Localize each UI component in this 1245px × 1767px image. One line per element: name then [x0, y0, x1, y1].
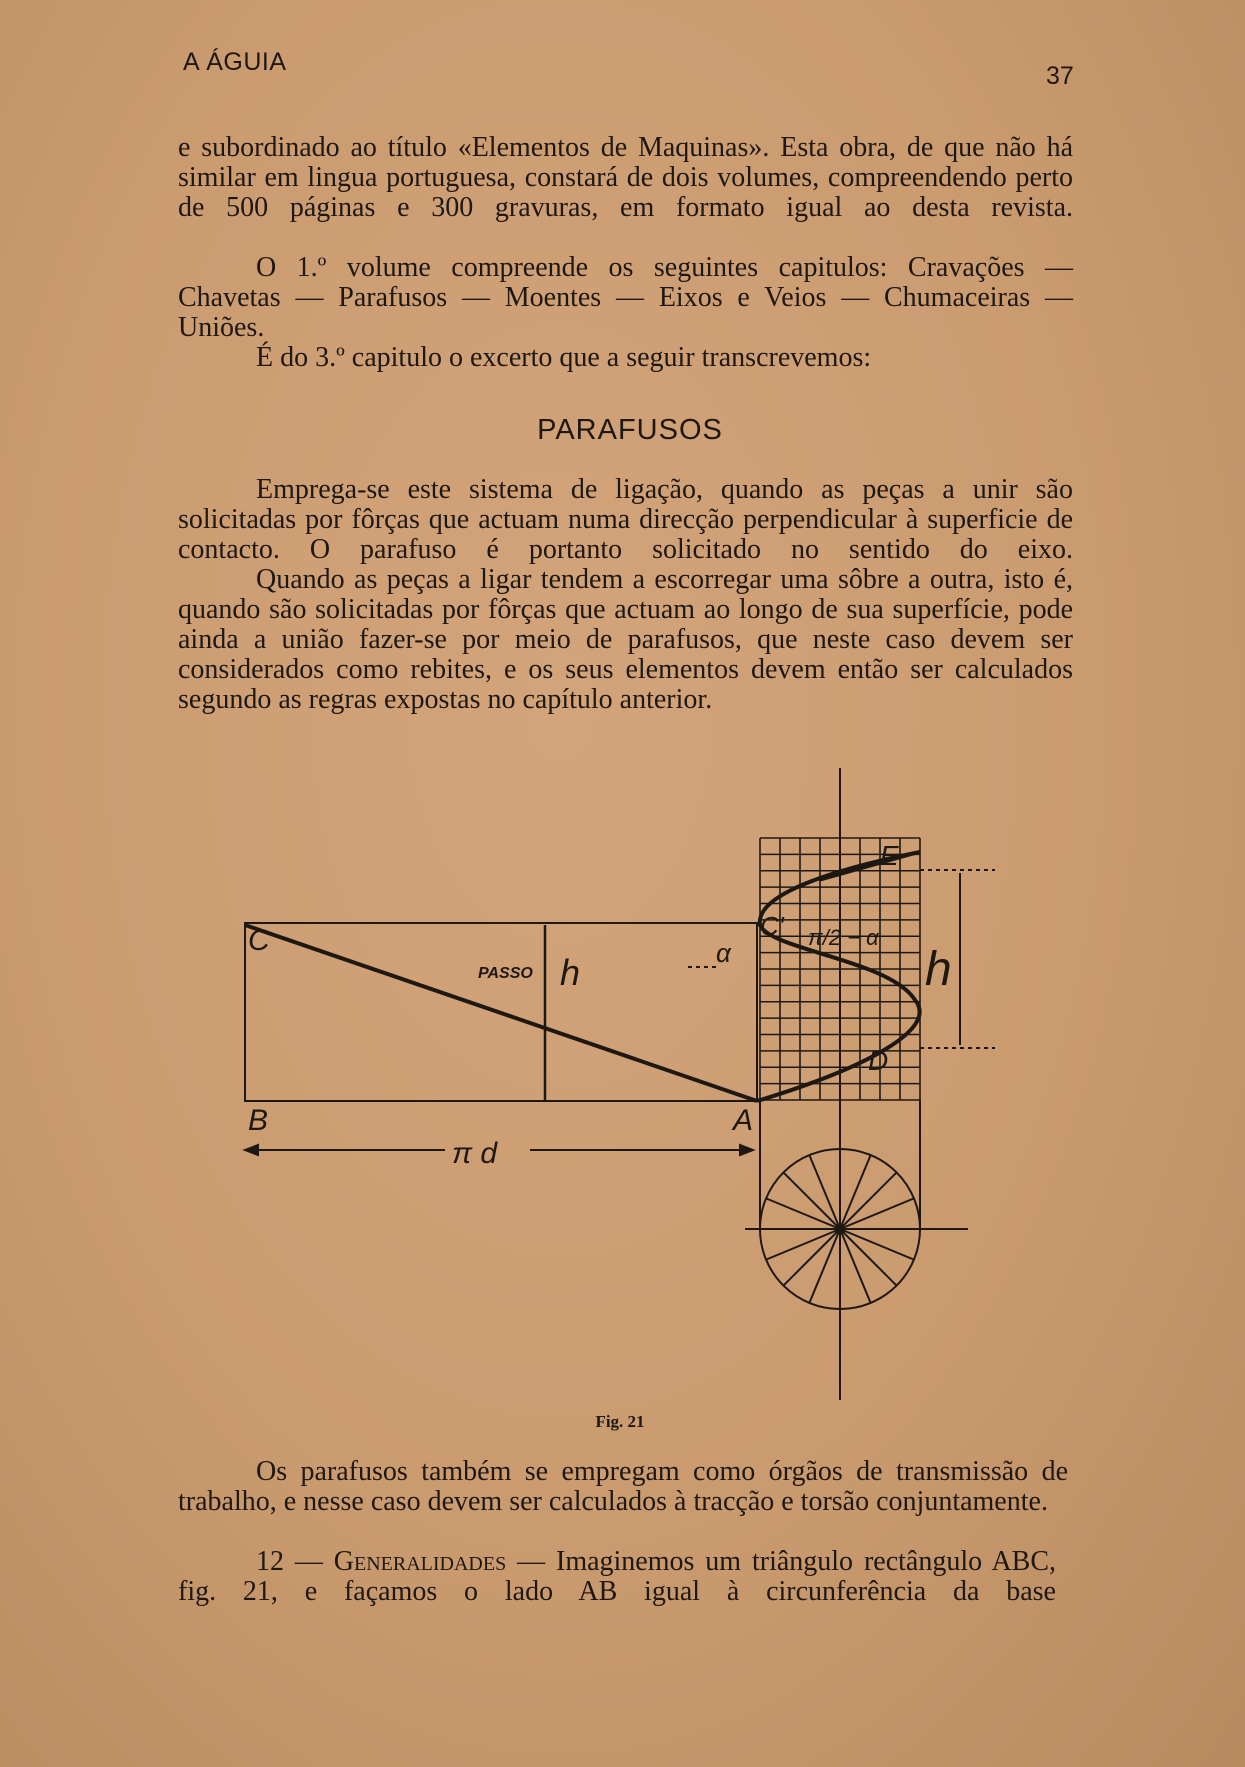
spoke-line: [840, 1229, 897, 1286]
spoke-line: [783, 1172, 840, 1229]
paragraph-shear-force: Quando as peças a ligar tendem a escorregar uma sôbre a outra, isto é, quando são solicitadas por fôrças que actuam ao longo de sua superfície, pode ainda a união fazer-se por meio de parafusos, que neste caso devem ser considerados como rebites, e os seus elementos devem então ser calculados segundo as regras expostas no capítulo anterior.: [178, 564, 1073, 715]
paragraph-last-text: Imaginemos um triângulo rectângulo ABC, fig. 21, e façamos o lado AB igual à circunferência da base: [178, 1546, 1057, 1607]
label-b: B: [248, 1104, 269, 1137]
helix-top-stroke: [820, 852, 920, 880]
label-c-prime: C': [760, 911, 784, 941]
paragraph-transmission: Os parafusos também se empregam como órgãos de transmissão de trabalho, e nesse caso devem ser calculados à tracção e torsão conjuntamente.: [178, 1456, 1068, 1517]
helix-curve: [757, 852, 920, 1101]
heading-title: Generalidades: [333, 1546, 507, 1577]
label-h-pitch: h: [925, 943, 952, 996]
heading-dash: —: [506, 1546, 556, 1577]
paragraph-excerpt-note: É do 3.º capitulo o excerto que a seguir transcrevemos:: [256, 342, 872, 373]
arrow-left: [245, 1145, 258, 1155]
paragraph-intro: e subordinado ao título «Elementos de Maquinas». Esta obra, de que não há similar em lingua portuguesa, constará de dois volumes, compreendendo perto de 500 páginas e 300 gravuras, em formato igual ao desta revista.: [178, 132, 1073, 223]
figure-caption: Fig. 21: [595, 1412, 645, 1431]
heading-number: 12 —: [256, 1546, 334, 1577]
circle-spokes: [760, 1149, 920, 1309]
page-number: 37: [1046, 62, 1074, 90]
spoke-line: [840, 1172, 897, 1229]
section-title: PARAFUSOS: [537, 414, 723, 446]
label-e: E: [880, 840, 899, 871]
label-c: C: [248, 924, 270, 957]
hypotenuse-line: [245, 925, 757, 1101]
paragraph-axial-force: Emprega-se este sistema de ligação, quando as peças a unir são solicitadas por fôrças que actuam numa direcção perpendicular à superficie de contacto. O parafuso é portanto solicitado no sentido do eixo.: [178, 474, 1073, 565]
label-d: D: [868, 1045, 889, 1076]
arrow-right: [740, 1145, 753, 1155]
label-h-triangle: h: [560, 952, 581, 993]
spoke-line: [783, 1229, 840, 1286]
label-pi-half-minus-alpha: π/2 − α: [808, 925, 879, 950]
running-title: A ÁGUIA: [183, 48, 287, 76]
helix-grid: [760, 838, 920, 1100]
label-alpha: α: [716, 938, 731, 968]
label-a: A: [733, 1104, 754, 1137]
paragraph-volume-contents: O 1.º volume compreende os seguintes capitulos: Cravações — Chavetas — Parafusos — Moentes — Eixos e Veios — Chumaceiras — Uniões.: [178, 252, 1073, 343]
label-passo: PASSO: [478, 965, 533, 982]
paragraph-generalidades: [178, 1547, 1056, 1607]
label-pi-d: π d: [452, 1137, 498, 1170]
